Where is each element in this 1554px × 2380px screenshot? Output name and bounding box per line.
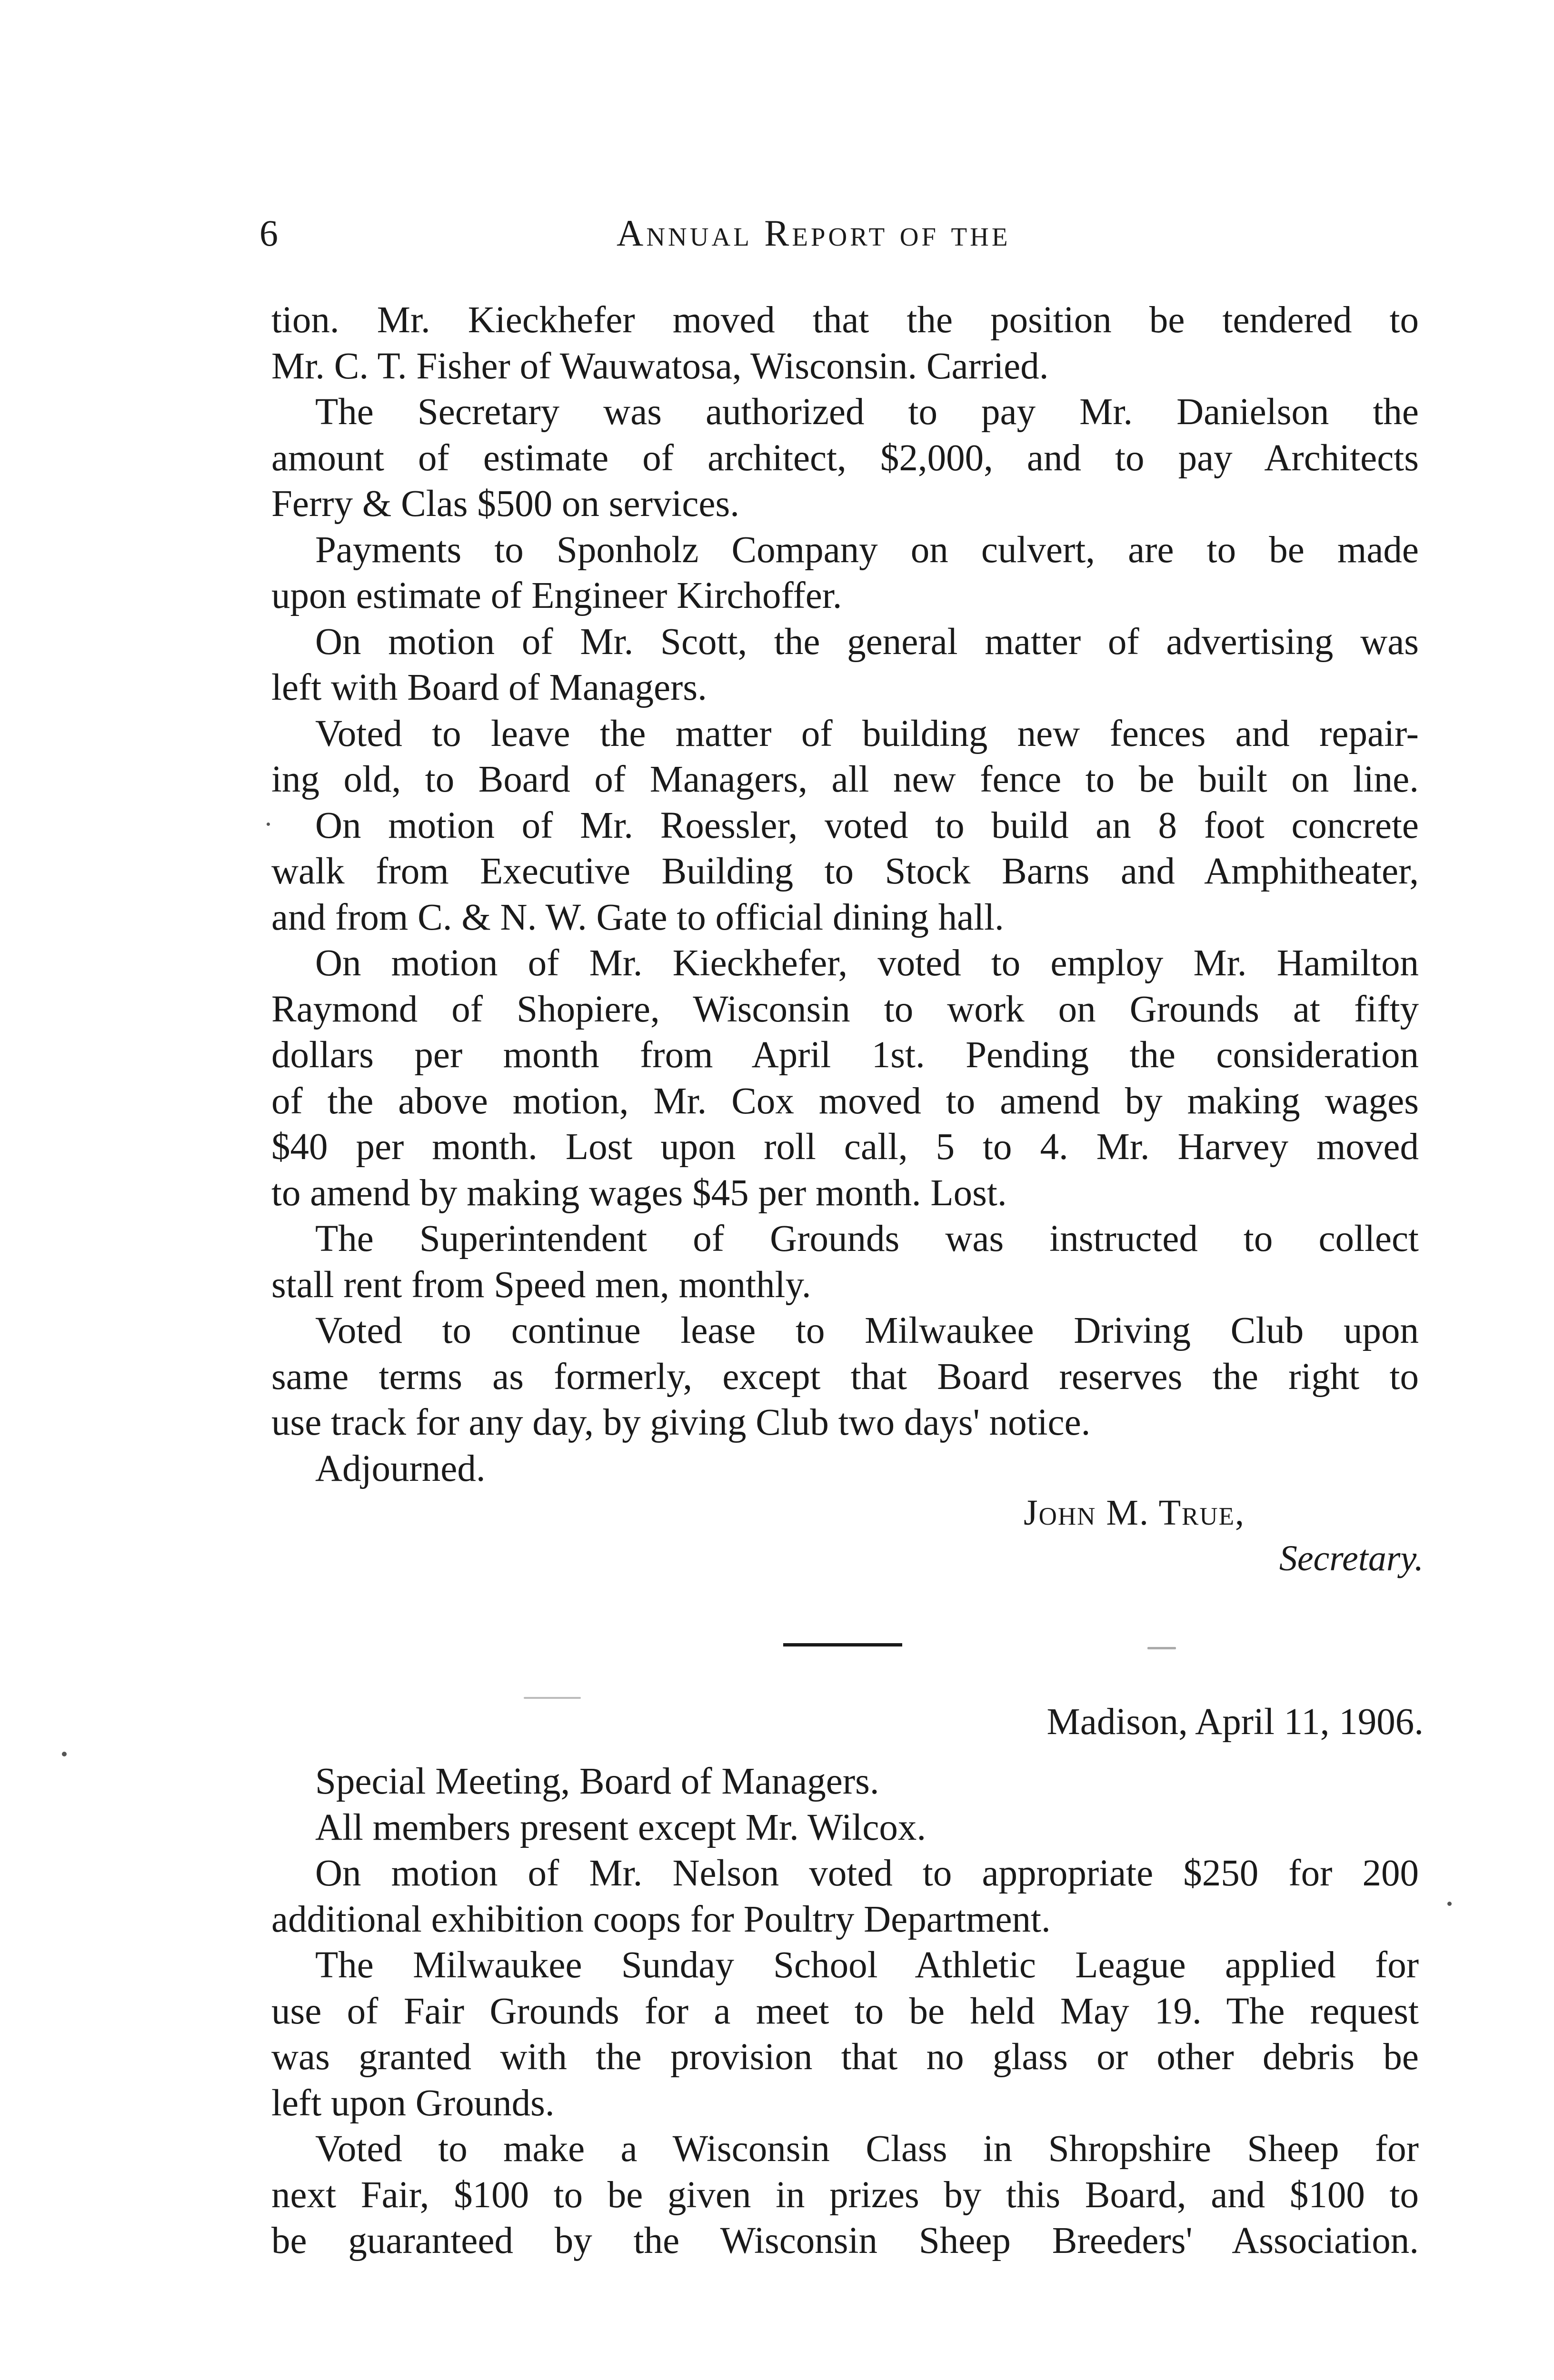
text-line: Mr. C. T. Fisher of Wauwatosa, Wisconsin. Carried. [271,345,1049,387]
running-head [259,212,1421,259]
scan-speck [524,1697,581,1699]
text-line: On motion of Mr. Kieckhefer, voted to employ Mr. Hamilton [315,942,1419,984]
signatory-name: John M. True, [1024,1493,1245,1533]
text-line: stall rent from Speed men, monthly. [271,1264,811,1306]
text-line: Adjourned. [315,1448,486,1489]
signatory-title: Secretary. [1279,1538,1424,1578]
text-line: Voted to continue lease to Milwaukee Driving Club upon [315,1310,1419,1351]
text-line: On motion of Mr. Scott, the general matter of advertising was [315,621,1419,663]
text-line: additional exhibition coops for Poultry Department. [271,1898,1051,1940]
text-line: The Milwaukee Sunday School Athletic League applied for [315,1944,1419,1986]
page-number: 6 [259,212,278,254]
text-line: Voted to make a Wisconsin Class in Shropshire Sheep for [315,2128,1419,2170]
text-line: of the above motion, Mr. Cox moved to amend by making wages [271,1080,1419,1122]
text-line: On motion of Mr. Nelson voted to appropriate $250 for 200 [315,1853,1419,1894]
text-line: Special Meeting, Board of Managers. [315,1761,879,1802]
scan-speck [1447,1902,1452,1906]
text-line: All members present except Mr. Wilcox. [315,1806,926,1848]
text-line: same terms as formerly, except that Board reserves the right to [271,1356,1419,1398]
scan-speck [1147,1647,1176,1649]
text-line: The Superintendent of Grounds was instructed to collect [315,1218,1419,1259]
text-line: walk from Executive Building to Stock Barns and Amphitheater, [271,851,1419,892]
text-line: to amend by making wages $45 per month. Lost. [271,1172,1007,1214]
text-line: dollars per month from April 1st. Pending the consideration [271,1034,1419,1076]
text-line: upon estimate of Engineer Kirchoffer. [271,575,842,616]
minutes-text [271,298,1419,1492]
text-line: Raymond of Shopiere, Wisconsin to work on Grounds at fifty [271,988,1419,1030]
text-line: left upon Grounds. [271,2082,555,2124]
text-line: and from C. & N. W. Gate to official dining hall. [271,896,1004,938]
special-meeting-text [271,1759,1419,2264]
text-line: Ferry & Clas $500 on services. [271,483,739,525]
dateline: Madison, April 11, 1906. [1046,1701,1424,1743]
text-line: On motion of Mr. Roessler, voted to build an 8 foot concrete [315,804,1419,846]
text-line: Payments to Sponholz Company on culvert, are to be made [315,529,1419,571]
signature-block [1024,1490,1424,1595]
text-line: $40 per month. Lost upon roll call, 5 to 4. Mr. Harvey moved [271,1126,1419,1168]
text-line: left with Board of Managers. [271,667,707,708]
text-line: amount of estimate of architect, $2,000, and to pay Architects [271,437,1419,479]
scan-speck [267,823,270,826]
text-line: The Secretary was authorized to pay Mr. Danielson the [315,391,1419,433]
running-title: Annual Report of the [617,212,1011,254]
text-line: ing old, to Board of Managers, all new fence to be built on line. [271,759,1419,800]
text-line: was granted with the provision that no glass or other debris be [271,2036,1419,2078]
text-line: use track for any day, by giving Club two days' notice. [271,1402,1091,1443]
text-line: be guaranteed by the Wisconsin Sheep Breeders' Association. [271,2220,1419,2261]
text-line: use of Fair Grounds for a meet to be held May 19. The request [271,1990,1419,2032]
text-line: next Fair, $100 to be given in prizes by this Board, and $100 to [271,2174,1419,2216]
scan-speck [62,1752,67,1756]
text-line: Voted to leave the matter of building new fences and repair- [315,713,1419,754]
section-divider [783,1643,902,1646]
text-line: tion. Mr. Kieckhefer moved that the position be tendered to [271,299,1419,341]
